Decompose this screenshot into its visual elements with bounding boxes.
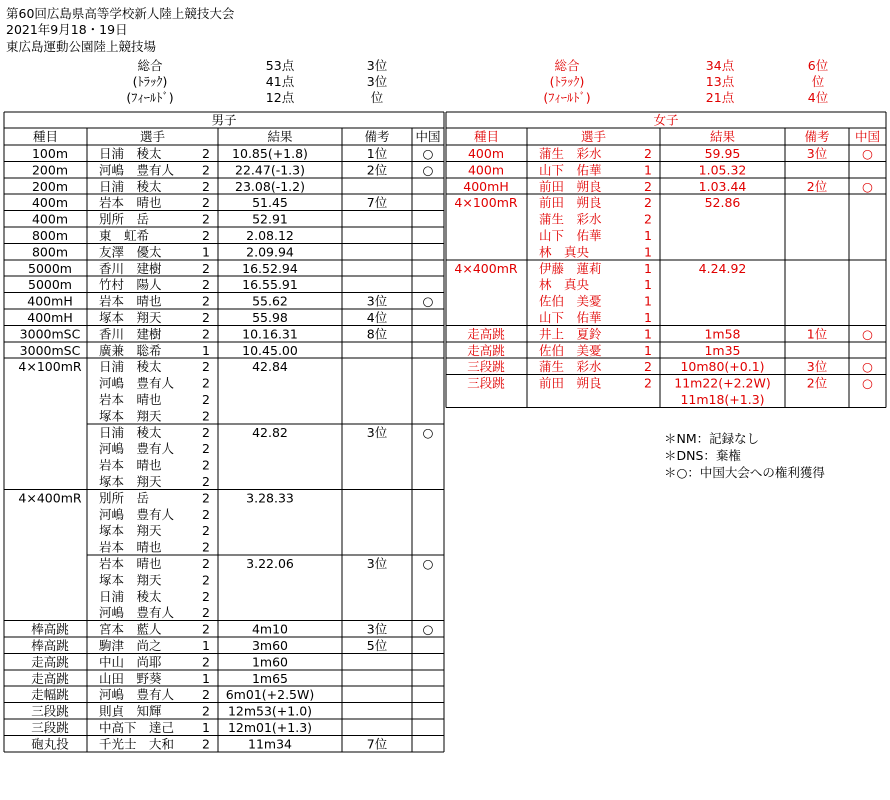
result-cell: 55.98 — [252, 310, 288, 325]
athlete-cell: 前田 朔良 — [539, 195, 602, 211]
result-cell: 52.91 — [252, 211, 288, 227]
grade-cell: 2 — [202, 605, 210, 621]
table-row — [539, 294, 652, 309]
athlete-cell: 中山 尚耶 — [99, 654, 162, 670]
athlete-cell: 岩本 晴也 — [99, 457, 162, 473]
athlete-cell: 蒲生 彩水 — [539, 359, 602, 375]
note-cell: 4位 — [366, 310, 388, 325]
grade-cell: 2 — [202, 293, 210, 309]
grade-cell: 2 — [202, 506, 210, 522]
grade-cell: 2 — [202, 326, 210, 342]
result-cell: 1m35 — [704, 342, 741, 358]
athlete-cell: 佐伯 美憂 — [539, 293, 602, 309]
legend-item: ＊DNS：棄権 — [664, 448, 741, 463]
women-header-cell: 備考 — [804, 129, 830, 144]
athlete-cell: 河嶋 豊有人 — [99, 687, 175, 703]
result-cell: 1.03.44 — [698, 178, 747, 194]
grade-cell: 2 — [644, 359, 652, 375]
table-row — [31, 671, 288, 686]
table-row — [27, 294, 433, 309]
women-summary-label: (ﾄﾗｯｸ) — [549, 74, 585, 89]
table-row — [467, 359, 873, 374]
men-summary-label: (ﾄﾗｯｸ) — [132, 74, 168, 89]
athlete-cell: 竹村 陽人 — [99, 277, 162, 293]
result-cell: 1.05.32 — [698, 162, 747, 178]
event-cell: 走高跳 — [467, 342, 505, 358]
table-row — [539, 244, 652, 259]
result-cell: 10.45.00 — [242, 342, 298, 358]
result-cell: 2.09.94 — [246, 244, 294, 260]
result-cell: 2.08.12 — [246, 228, 294, 243]
grade-cell: 2 — [202, 654, 210, 670]
result-cell: 52.86 — [704, 195, 741, 211]
result-cell: 6m01(+2.5W) — [225, 687, 315, 703]
note-cell: 7位 — [366, 736, 388, 752]
event-cell: 400m — [31, 211, 69, 227]
result-cell: 3.28.33 — [246, 490, 294, 506]
grade-cell: 2 — [202, 211, 210, 227]
grade-cell: 1 — [644, 342, 652, 358]
table-row — [680, 392, 764, 407]
athlete-cell: 日浦 稜太 — [99, 424, 162, 440]
event-cell: 走高跳 — [467, 326, 505, 342]
event-cell: 三段跳 — [467, 359, 505, 375]
table-row — [539, 212, 652, 227]
women-header-cell: 種目 — [473, 129, 500, 144]
athlete-cell: 河嶋 豊有人 — [99, 605, 175, 621]
result-cell: 55.62 — [252, 293, 288, 309]
event-cell: 走幅跳 — [31, 687, 69, 703]
athlete-cell: 塚本 翔天 — [99, 408, 162, 424]
chugoku-cell: ○ — [862, 359, 873, 375]
athlete-cell: 河嶋 豊有人 — [99, 375, 175, 391]
event-cell: 4×100mR — [18, 359, 82, 375]
men-header-cell: 備考 — [364, 129, 390, 144]
table-row — [463, 179, 873, 194]
table-row — [32, 162, 434, 177]
athlete-cell: 山下 佑華 — [539, 228, 602, 243]
table-row — [31, 622, 433, 637]
event-cell: 3000mSC — [19, 326, 81, 342]
note-cell: 1位 — [366, 146, 388, 161]
grade-cell: 2 — [202, 146, 210, 161]
table-row — [20, 343, 298, 358]
event-cell: 800m — [31, 244, 69, 260]
event-cell: 5000m — [28, 277, 72, 293]
grade-cell: 2 — [202, 359, 210, 375]
table-row — [32, 146, 434, 161]
table-row — [99, 408, 210, 423]
table-row — [468, 146, 873, 161]
grade-cell: 1 — [202, 638, 210, 653]
event-cell: 400mH — [463, 178, 509, 194]
result-cell: 16.52.94 — [242, 260, 298, 276]
event-cell: 400mH — [27, 310, 73, 325]
grade-cell: 2 — [202, 621, 210, 637]
women-summary-rank: 4位 — [807, 90, 829, 105]
table-row — [31, 704, 312, 719]
grade-cell: 2 — [202, 523, 210, 539]
chugoku-cell: ○ — [862, 178, 873, 194]
grade-cell: 2 — [202, 408, 210, 424]
athlete-cell: 山田 野葵 — [99, 670, 162, 686]
event-cell: 砲丸投 — [31, 736, 69, 752]
result-cell: 1m58 — [704, 326, 741, 342]
men-summary-label: 総合 — [137, 58, 163, 73]
legend-item: ＊○：中国大会への権利獲得 — [664, 465, 825, 480]
table-row — [32, 179, 305, 194]
event-cell: 三段跳 — [467, 375, 505, 391]
meet-dates: 2021年9月18・19日 — [6, 22, 128, 37]
event-cell: 4×400mR — [454, 260, 518, 276]
athlete-cell: 香川 建樹 — [99, 260, 162, 276]
note-cell: 3位 — [366, 556, 388, 571]
grade-cell: 1 — [644, 228, 652, 243]
chugoku-cell: ○ — [422, 424, 434, 440]
table-row — [539, 228, 652, 243]
athlete-cell: 林 真央 — [539, 244, 590, 260]
athlete-cell: 河嶋 豊有人 — [99, 506, 175, 522]
men-header-cell: 選手 — [139, 129, 166, 144]
note-cell: 7位 — [366, 195, 388, 211]
table-row — [20, 326, 388, 341]
meet-venue: 東広島運動公園陸上競技場 — [6, 39, 157, 54]
table-row — [99, 376, 210, 391]
athlete-cell: 山下 佑華 — [539, 162, 602, 178]
result-cell: 11m34 — [248, 736, 292, 752]
men-summary-rank: 位 — [370, 90, 384, 105]
men-summary-points: 53点 — [265, 58, 295, 73]
men-summary-rank: 3位 — [366, 58, 388, 73]
grade-cell: 2 — [202, 162, 210, 178]
athlete-cell: 岩本 晴也 — [99, 293, 162, 309]
grade-cell: 1 — [202, 720, 210, 735]
table-row — [99, 540, 210, 555]
table-row — [31, 687, 314, 702]
result-cell: 1m60 — [251, 654, 289, 670]
result-cell: 1m65 — [251, 670, 289, 686]
grade-cell: 2 — [202, 310, 210, 325]
chugoku-cell: ○ — [422, 162, 434, 178]
event-cell: 400m — [467, 162, 505, 178]
athlete-cell: 佐伯 美憂 — [539, 342, 602, 358]
women-header-cell: 中国 — [854, 129, 881, 144]
grade-cell: 1 — [644, 260, 652, 276]
grade-cell: 2 — [202, 228, 210, 243]
grade-cell: 1 — [202, 670, 210, 686]
grade-cell: 2 — [202, 424, 210, 440]
chugoku-cell: ○ — [422, 293, 434, 309]
men-header-cell: 中国 — [415, 129, 441, 144]
athlete-cell: 伊藤 蓮莉 — [539, 260, 602, 276]
chugoku-cell: ○ — [422, 621, 434, 637]
grade-cell: 2 — [644, 146, 652, 161]
result-cell: 51.45 — [252, 195, 288, 211]
athlete-cell: 岩本 晴也 — [99, 392, 162, 407]
athlete-cell: 岩本 晴也 — [99, 539, 162, 555]
grade-cell: 1 — [644, 277, 652, 293]
table-row — [99, 507, 210, 522]
grade-cell: 2 — [202, 375, 210, 391]
event-cell: 400mH — [27, 293, 73, 309]
note-cell: 3位 — [366, 621, 388, 637]
event-cell: 走高跳 — [31, 654, 69, 670]
grade-cell: 2 — [202, 392, 210, 407]
table-row — [467, 326, 873, 341]
event-cell: 3000mSC — [19, 342, 81, 358]
athlete-cell: 香川 建樹 — [99, 326, 162, 342]
result-cell: 11m22(+2.2W) — [674, 375, 771, 391]
table-row — [539, 277, 652, 292]
chugoku-cell: ○ — [422, 556, 434, 571]
event-cell: 三段跳 — [31, 720, 69, 735]
event-cell: 200m — [31, 162, 69, 178]
table-row — [99, 605, 210, 620]
chugoku-cell: ○ — [422, 146, 434, 161]
grade-cell: 2 — [202, 556, 210, 571]
table-row — [18, 490, 293, 505]
women-results-table — [446, 112, 886, 407]
result-cell: 10.85(+1.8) — [232, 146, 308, 161]
event-cell: 棒高跳 — [31, 638, 69, 653]
result-cell: 11m18(+1.3) — [680, 392, 765, 407]
grade-cell: 2 — [202, 572, 210, 588]
athlete-cell: 宮本 藍人 — [99, 621, 162, 637]
athlete-cell: 東 虹希 — [99, 228, 150, 243]
men-summary-rank: 3位 — [366, 74, 388, 89]
grade-cell: 2 — [644, 211, 652, 227]
athlete-cell: 友澤 優太 — [99, 244, 162, 260]
note-cell: 1位 — [806, 326, 828, 342]
athlete-cell: 日浦 稜太 — [99, 178, 162, 194]
table-row — [28, 277, 298, 292]
grade-cell: 2 — [202, 588, 210, 604]
grade-cell: 2 — [644, 178, 652, 194]
women-summary-label: 総合 — [554, 58, 580, 73]
women-summary-points: 34点 — [705, 58, 735, 73]
grade-cell: 2 — [202, 195, 210, 211]
athlete-cell: 塚本 翔天 — [99, 474, 162, 489]
athlete-cell: 則貞 知輝 — [99, 703, 162, 719]
men-summary-label: (ﾌｨｰﾙﾄﾞ) — [126, 90, 174, 105]
athlete-cell: 林 真央 — [539, 277, 590, 293]
grade-cell: 1 — [202, 244, 210, 260]
table-row — [99, 474, 210, 489]
result-cell: 3.22.06 — [246, 556, 294, 571]
note-cell: 2位 — [806, 375, 828, 391]
event-cell: 400m — [467, 146, 505, 161]
event-cell: 走高跳 — [31, 670, 69, 686]
result-cell: 59.95 — [704, 146, 741, 161]
table-row — [31, 736, 387, 751]
table-row — [99, 441, 210, 456]
men-summary-points: 12点 — [265, 90, 295, 105]
table-row — [99, 572, 210, 587]
legend-item: ＊NM：記録なし — [664, 431, 760, 446]
table-row — [32, 228, 294, 243]
athlete-cell: 別所 岳 — [99, 211, 150, 227]
event-cell: 棒高跳 — [31, 621, 69, 637]
athlete-cell: 山下 佑華 — [539, 310, 602, 325]
note-cell: 3位 — [806, 146, 828, 161]
grade-cell: 2 — [202, 441, 210, 457]
table-row — [454, 261, 746, 276]
athlete-cell: 別所 岳 — [99, 490, 150, 506]
grade-cell: 1 — [202, 342, 210, 358]
meet-title: 第60回広島県高等学校新人陸上競技大会 — [6, 6, 235, 21]
table-row — [28, 261, 298, 276]
grade-cell: 2 — [202, 474, 210, 489]
women-summary-points: 13点 — [705, 74, 735, 89]
result-cell: 10.16.31 — [242, 326, 298, 342]
grade-cell: 2 — [202, 178, 210, 194]
athlete-cell: 中高下 達己 — [99, 720, 175, 735]
grade-cell: 2 — [202, 539, 210, 555]
women-summary-points: 21点 — [705, 90, 735, 105]
chugoku-cell: ○ — [862, 375, 873, 391]
athlete-cell: 蒲生 彩水 — [539, 211, 602, 227]
athlete-cell: 日浦 稜太 — [99, 359, 162, 375]
table-row — [99, 425, 434, 440]
grade-cell: 1 — [644, 326, 652, 342]
athlete-cell: 河嶋 豊有人 — [99, 162, 175, 178]
team-summary — [126, 58, 828, 105]
table-row — [99, 589, 210, 604]
grade-cell: 2 — [644, 375, 652, 391]
table-row — [32, 244, 294, 259]
note-cell: 5位 — [366, 638, 388, 653]
athlete-cell: 岩本 晴也 — [99, 195, 162, 211]
result-cell: 4m10 — [251, 621, 289, 637]
result-cell: 16.55.91 — [242, 277, 298, 293]
result-cell: 4.24.92 — [698, 260, 747, 276]
table-row — [468, 162, 746, 177]
men-header-cell: 結果 — [267, 129, 293, 144]
men-results-table — [4, 112, 444, 752]
table-row — [32, 212, 288, 227]
women-summary-rank: 位 — [811, 74, 825, 89]
table-row — [467, 376, 873, 391]
event-cell: 5000m — [28, 260, 72, 276]
table-row — [32, 195, 388, 210]
table-row — [99, 556, 434, 571]
result-cell: 22.47(-1.3) — [235, 162, 305, 178]
men-header-cell: 種目 — [32, 129, 59, 144]
grade-cell: 1 — [644, 244, 652, 260]
athlete-cell: 前田 朔良 — [539, 178, 602, 194]
result-cell: 3m60 — [251, 638, 289, 653]
athlete-cell: 駒津 尚之 — [99, 638, 162, 653]
athlete-cell: 岩本 晴也 — [99, 556, 162, 571]
grade-cell: 2 — [202, 687, 210, 703]
men-section-title: 男子 — [211, 112, 237, 128]
table-row — [31, 638, 387, 653]
athlete-cell: 千光士 大和 — [99, 736, 175, 752]
athlete-cell: 塚本 翔天 — [99, 310, 162, 325]
table-row — [99, 392, 210, 407]
grade-cell: 1 — [644, 162, 652, 178]
athlete-cell: 井上 夏鈴 — [539, 326, 602, 342]
chugoku-cell: ○ — [862, 146, 873, 161]
table-row — [31, 654, 288, 669]
grade-cell: 2 — [202, 490, 210, 506]
grade-cell: 1 — [644, 310, 652, 325]
men-summary-points: 41点 — [265, 74, 295, 89]
document-header — [6, 6, 235, 54]
grade-cell: 2 — [644, 195, 652, 211]
note-cell: 3位 — [366, 293, 388, 309]
grade-cell: 2 — [202, 277, 210, 293]
event-cell: 800m — [31, 228, 69, 243]
event-cell: 200m — [31, 178, 69, 194]
note-cell: 8位 — [366, 326, 388, 342]
table-row — [454, 195, 740, 210]
result-cell: 12m53(+1.0) — [227, 703, 313, 719]
women-summary-rank: 6位 — [807, 58, 829, 73]
grade-cell: 1 — [644, 293, 652, 309]
table-row — [467, 343, 740, 358]
athlete-cell: 廣兼 聡希 — [99, 342, 162, 358]
event-cell: 100m — [31, 146, 69, 161]
athlete-cell: 前田 朔良 — [539, 375, 602, 391]
result-cell: 42.82 — [252, 424, 288, 440]
athlete-cell: 塚本 翔天 — [99, 572, 162, 588]
athlete-cell: 日浦 稜太 — [99, 146, 162, 161]
table-row — [18, 359, 288, 374]
grade-cell: 2 — [202, 457, 210, 473]
table-row — [99, 458, 210, 473]
event-cell: 4×400mR — [18, 490, 82, 506]
result-cell: 12m01(+1.3) — [227, 720, 313, 735]
women-header-cell: 選手 — [580, 129, 607, 144]
athlete-cell: 塚本 翔天 — [99, 523, 162, 539]
table-row — [99, 523, 210, 538]
athlete-cell: 日浦 稜太 — [99, 588, 162, 604]
women-section-title: 女子 — [653, 112, 679, 128]
legend — [664, 431, 825, 480]
women-header-cell: 結果 — [709, 129, 736, 144]
note-cell: 2位 — [366, 162, 388, 178]
table-row — [31, 720, 312, 735]
note-cell: 3位 — [806, 359, 828, 375]
event-cell: 400m — [31, 195, 69, 211]
grade-cell: 2 — [202, 736, 210, 752]
chugoku-cell: ○ — [862, 326, 873, 342]
grade-cell: 2 — [202, 703, 210, 719]
event-cell: 4×100mR — [454, 195, 518, 211]
table-row — [539, 310, 652, 325]
result-cell: 42.84 — [252, 359, 288, 375]
result-cell: 10m80(+0.1) — [680, 359, 765, 375]
table-row — [27, 310, 387, 325]
result-cell: 23.08(-1.2) — [235, 178, 305, 194]
athlete-cell: 河嶋 豊有人 — [99, 441, 175, 457]
event-cell: 三段跳 — [31, 703, 69, 719]
athlete-cell: 蒲生 彩水 — [539, 146, 602, 161]
grade-cell: 2 — [202, 260, 210, 276]
women-summary-label: (ﾌｨｰﾙﾄﾞ) — [543, 90, 591, 105]
note-cell: 3位 — [366, 424, 388, 440]
note-cell: 2位 — [806, 178, 828, 194]
